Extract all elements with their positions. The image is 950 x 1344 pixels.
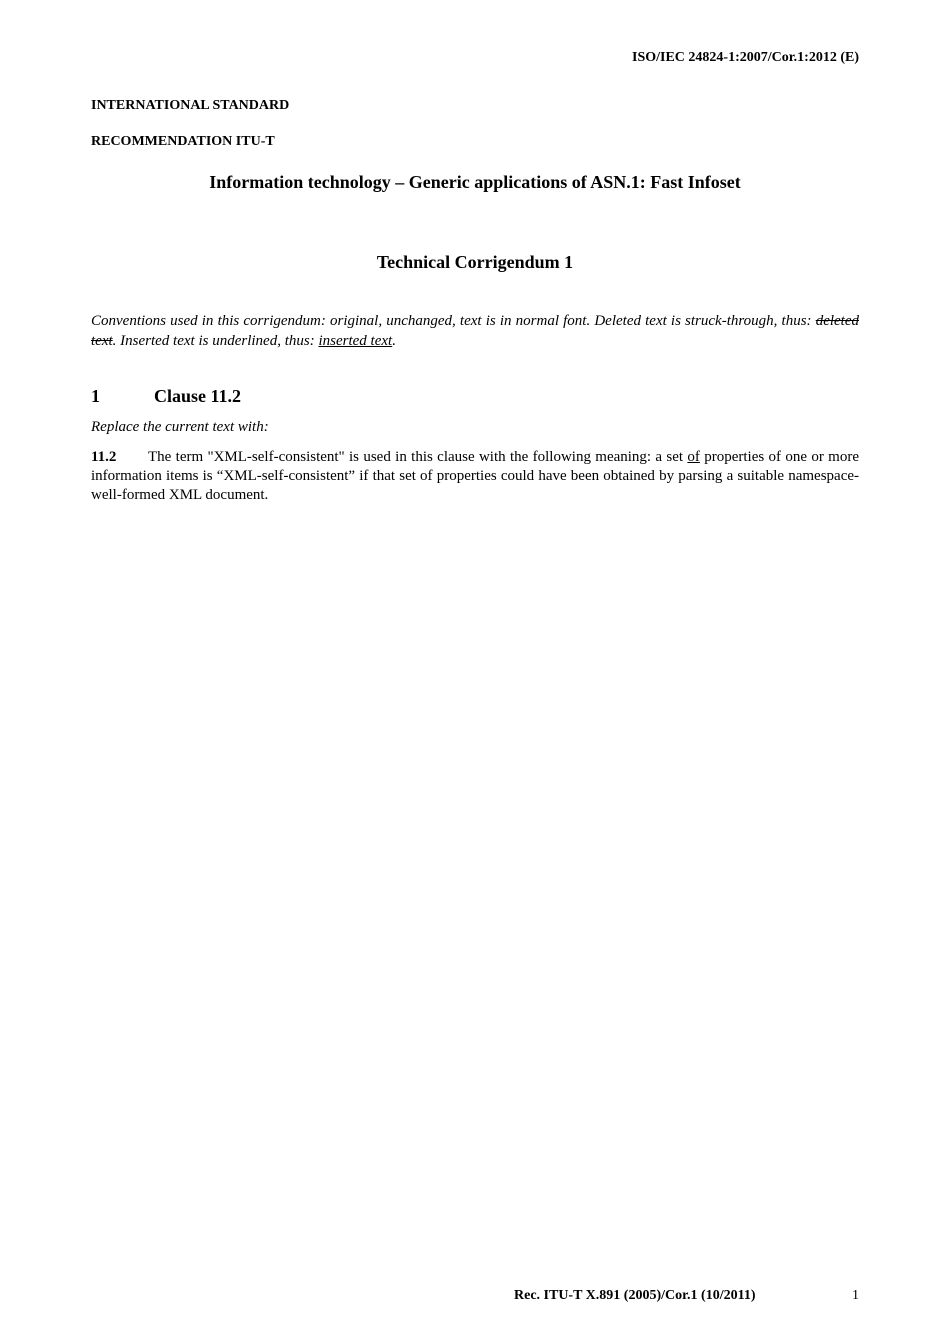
conventions-text-1: Conventions used in this corrigendum: original, unchanged, text is in normal font. Deleted text is struck-through, thus: bbox=[91, 313, 816, 329]
inserted-text-example: inserted text bbox=[318, 333, 393, 349]
conventions-text-2: . Inserted text is underlined, thus: bbox=[112, 333, 319, 349]
conventions-paragraph bbox=[91, 311, 859, 351]
clause-number: 1 bbox=[91, 386, 100, 406]
clause-heading bbox=[91, 386, 241, 407]
inserted-word: of bbox=[687, 449, 700, 465]
international-standard-label: INTERNATIONAL STANDARD bbox=[91, 98, 290, 113]
clause-text-after: properties of one or more information items is “XML-self-consistent” if that set of properties could have been obtained by parsing a suitable namespace-well-formed XML document. bbox=[91, 449, 859, 503]
footer-reference: Rec. ITU-T X.891 (2005)/Cor.1 (10/2011) bbox=[514, 1288, 756, 1303]
recommendation-label: RECOMMENDATION ITU-T bbox=[91, 134, 275, 149]
clause-body-paragraph bbox=[91, 448, 859, 505]
clause-text-before: The term "XML-self-consistent" is used in this clause with the following meaning: a set bbox=[148, 449, 688, 465]
document-reference-header: ISO/IEC 24824-1:2007/Cor.1:2012 (E) bbox=[632, 50, 859, 65]
clause-title: Clause 11.2 bbox=[154, 386, 242, 406]
deleted-text-example: deleted text bbox=[91, 313, 859, 349]
page-number: 1 bbox=[852, 1288, 859, 1303]
corrigendum-title: Technical Corrigendum 1 bbox=[376, 252, 574, 272]
document-title: Information technology – Generic applications of ASN.1: Fast Infoset bbox=[209, 172, 741, 192]
paragraph-number: 11.2 bbox=[91, 449, 117, 465]
replace-instruction: Replace the current text with: bbox=[91, 419, 269, 435]
conventions-text-3: . bbox=[392, 333, 396, 349]
